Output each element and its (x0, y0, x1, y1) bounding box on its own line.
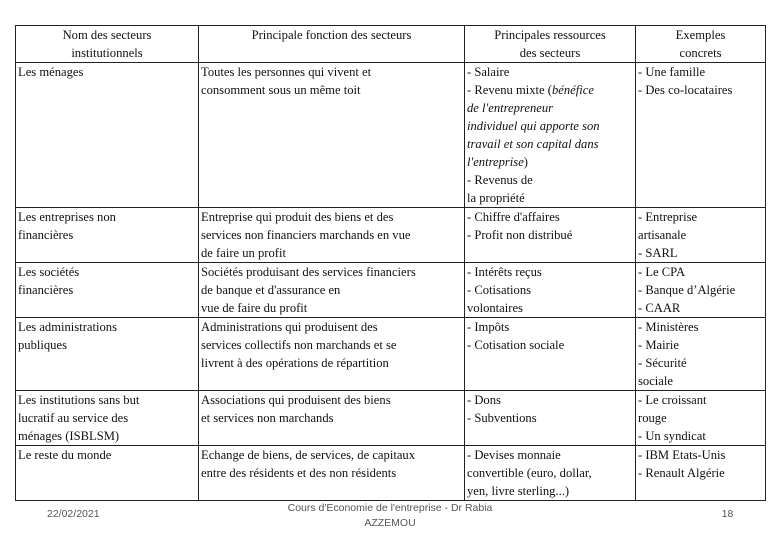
cell-ressources: - Devises monnaie convertible (euro, dollar, yen, livre sterling...) (465, 446, 636, 501)
cell-nom: Les sociétés financières (16, 263, 199, 318)
header-fonction: Principale fonction des secteurs (199, 26, 465, 63)
cell-nom: Les entreprises non financières (16, 208, 199, 263)
cell-nom: Les ménages (16, 63, 199, 208)
cell-exemples: - Ministères - Mairie - Sécurité sociale (636, 318, 766, 391)
footer-page-number: 18 (721, 508, 734, 520)
table-row (16, 318, 766, 391)
table-row (16, 263, 766, 318)
table-row (16, 391, 766, 446)
header-exemples: Exemples concrets (636, 26, 766, 63)
table-header-row (16, 26, 766, 63)
cell-exemples: - Une famille - Des co-locataires (636, 63, 766, 208)
cell-ressources: - Intérêts reçus - Cotisations volontaires (465, 263, 636, 318)
header-ressources: Principales ressources des secteurs (465, 26, 636, 63)
cell-fonction: Toutes les personnes qui vivent et consomment sous un même toit (199, 63, 465, 208)
cell-nom: Le reste du monde (16, 446, 199, 501)
cell-fonction: Sociétés produisant des services financiers de banque et d'assurance en vue de faire du profit (199, 263, 465, 318)
table-row (16, 208, 766, 263)
cell-exemples: - Le croissant rouge - Un syndicat (636, 391, 766, 446)
table-row (16, 446, 766, 501)
footer-date: 22/02/2021 (47, 508, 100, 520)
table-row (16, 63, 766, 208)
cell-exemples: - IBM Etats-Unis - Renault Algérie (636, 446, 766, 501)
cell-fonction: Associations qui produisent des biens et services non marchands (199, 391, 465, 446)
cell-ressources: - Dons - Subventions (465, 391, 636, 446)
footer-course: Cours d'Economie de l'entreprise - Dr Rabia AZZEMOU (287, 502, 493, 529)
cell-ressources: - Chiffre d'affaires - Profit non distribué (465, 208, 636, 263)
cell-fonction: Administrations qui produisent des services collectifs non marchands et se livrent à des opérations de répartition (199, 318, 465, 391)
cell-ressources: - Salaire - Revenu mixte (bénéfice de l'entrepreneur individuel qui apporte son travail et son capital dans l'entreprise) - Revenus de la propriété (465, 63, 636, 208)
cell-exemples: - Entreprise artisanale - SARL (636, 208, 766, 263)
cell-nom: Les institutions sans but lucratif au service des ménages (ISBLSM) (16, 391, 199, 446)
cell-nom: Les administrations publiques (16, 318, 199, 391)
sectors-table (15, 25, 766, 501)
cell-ressources: - Impôts - Cotisation sociale (465, 318, 636, 391)
cell-exemples: - Le CPA - Banque d’Algérie - CAAR (636, 263, 766, 318)
header-nom: Nom des secteurs institutionnels (16, 26, 199, 63)
cell-fonction: Entreprise qui produit des biens et des services non financiers marchands en vue de faire un profit (199, 208, 465, 263)
cell-fonction: Echange de biens, de services, de capitaux entre des résidents et des non résidents (199, 446, 465, 501)
